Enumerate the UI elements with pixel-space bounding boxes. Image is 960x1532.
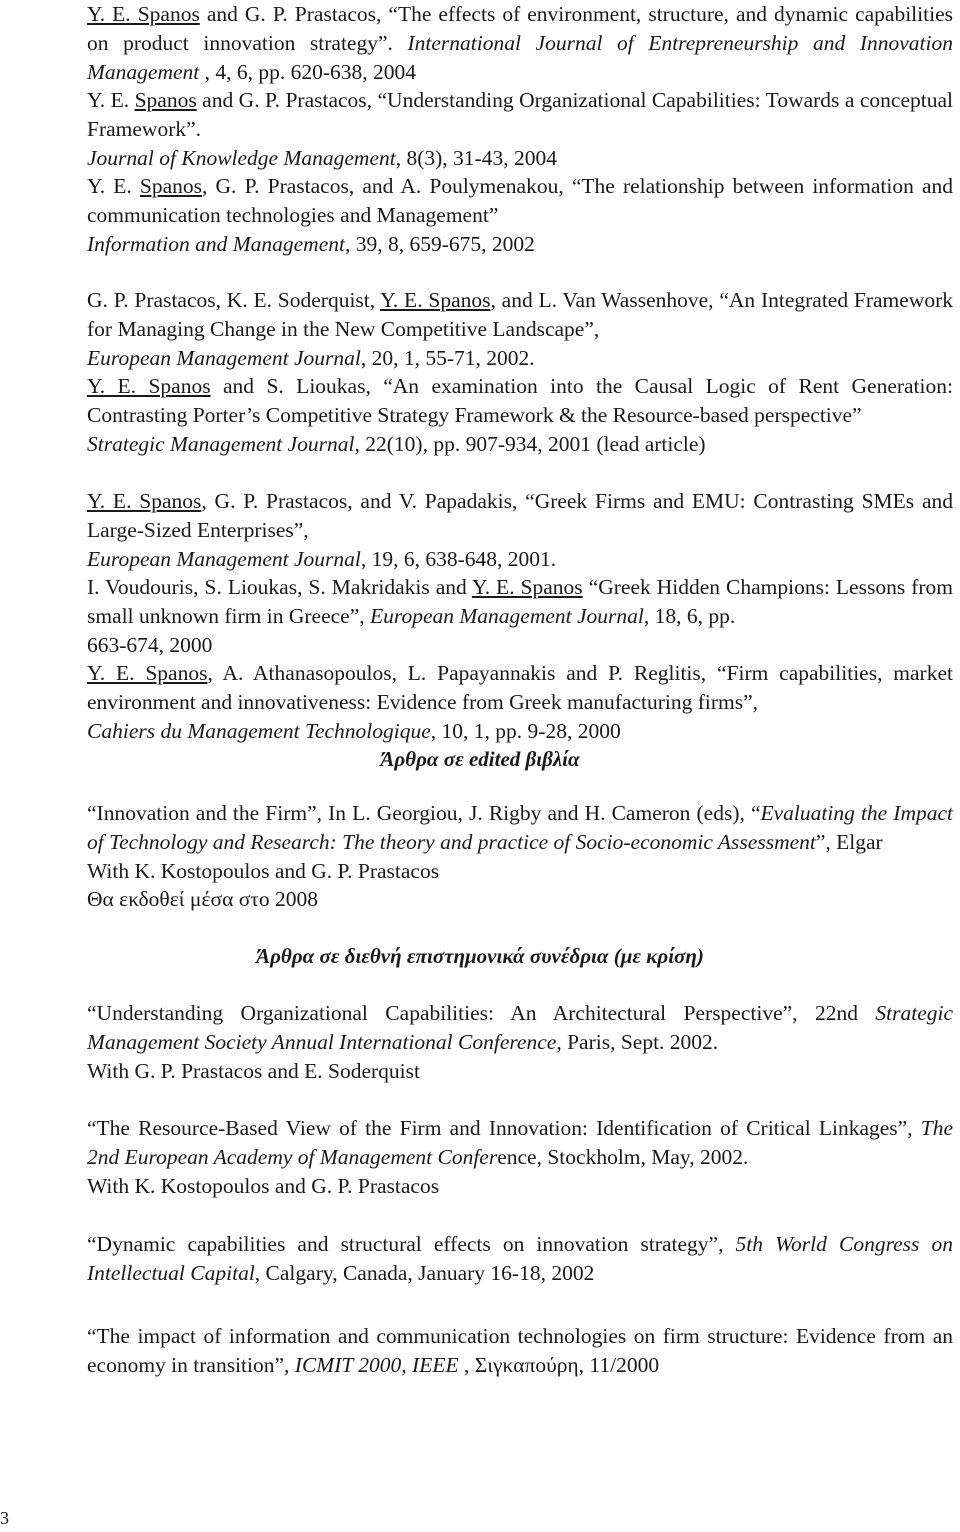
conference-entry: [87, 1230, 953, 1288]
author-underlined: Y. E. Spanos: [87, 489, 202, 513]
author-underlined: Y. E. Spanos: [380, 288, 491, 312]
entry-coauthors: With K. Kostopoulos and G. P. Prastacos: [87, 1173, 440, 1198]
entry-text: Y. E. Spanos and S. Lioukas, “An examination into the Causal Logic of Rent Generation: Contrasting Porter’s Competitive Strategy Framework & the Resource-based perspective”: [87, 374, 953, 427]
edited-book-entry: [87, 799, 953, 914]
journal-entry: [87, 372, 953, 458]
author-underlined: Y. E. Spanos: [87, 661, 208, 685]
author-underlined: Spanos: [134, 88, 197, 112]
journal-entry: [87, 0, 953, 86]
page-number: 3: [0, 1508, 9, 1528]
journal-entry: [87, 172, 953, 258]
author-underlined: Y. E. Spanos: [471, 575, 583, 599]
entry-coauthors: With G. P. Prastacos and E. Soderquist: [87, 1058, 420, 1083]
journal-entry: [87, 659, 953, 745]
author-underlined: Y. E. Spanos: [87, 374, 211, 398]
conference-entry: [87, 1114, 953, 1200]
entry-text: Y. E. Spanos and G. P. Prastacos, “Understanding Organizational Capabilities: Towards a conceptual Framework”.: [87, 88, 954, 141]
entry-text: “Innovation and the Firm”, In L. Georgiou, J. Rigby and H. Cameron (eds), “Evaluating the Impact of Technology and Research: The theory and practice of Socio-economic Assessment”, Elgar: [87, 801, 953, 854]
entry-source: European Management Journal, 19, 6, 638-648, 2001.: [87, 546, 557, 571]
journal-entry: [87, 487, 953, 573]
entry-note: Θα εκδοθεί μέσα στο 2008: [87, 887, 319, 912]
entry-coauthors: With K. Kostopoulos and G. P. Prastacos: [87, 858, 440, 883]
entry-source: Cahiers du Management Technologique, 10, 1, pp. 9-28, 2000: [87, 718, 621, 743]
entry-text: “The impact of information and communication technologies on firm structure: Evidence from an economy in transition”, ICMIT 2000, IEEE , Σιγκαπούρη, 11/2000: [87, 1324, 953, 1377]
author-underlined: Y. E. Spanos: [87, 2, 200, 26]
entry-text: Y. E. Spanos, G. P. Prastacos, and V. Papadakis, “Greek Firms and EMU: Contrasting SMEs and Large-Sized Enterprises”,: [87, 489, 953, 542]
section-heading-conferences: Άρθρα σε διεθνή επιστημονικά συνέδρια (με κρίση): [256, 944, 704, 968]
entry-source: European Management Journal, 20, 1, 55-71, 2002.: [87, 345, 535, 370]
entry-text: Y. E. Spanos and G. P. Prastacos, “The effects of environment, structure, and dynamic capabilities on product innovation strategy”. International Journal of Entrepreneurship and Innovation Management , 4, 6, pp. 620-638, 2004: [87, 2, 953, 84]
entry-text: “The Resource-Based View of the Firm and Innovation: Identification of Critical Linkages”, The 2nd European Academy of Management Conference, Stockholm, May, 2002.: [87, 1116, 953, 1169]
journal-entry: [87, 86, 953, 172]
conference-entry: [87, 999, 953, 1085]
entry-text: Y. E. Spanos, A. Athanasopoulos, L. Papayannakis and P. Reglitis, “Firm capabilities, market environment and innovativeness: Evidence from Greek manufacturing firms”,: [87, 661, 953, 714]
entry-source: Strategic Management Journal, 22(10), pp. 907-934, 2001 (lead article): [87, 431, 706, 456]
entry-source: 663-674, 2000: [87, 632, 213, 657]
section-heading-edited-books: Άρθρα σε edited βιβλία: [380, 747, 580, 771]
entry-source: Information and Management, 39, 8, 659-675, 2002: [87, 231, 535, 256]
entry-text: G. P. Prastacos, K. E. Soderquist, Y. E. Spanos, and L. Van Wassenhove, “An Integrated Framework for Managing Change in the New Competitive Landscape”,: [87, 288, 953, 341]
conference-entry: [87, 1322, 953, 1380]
entry-text: I. Voudouris, S. Lioukas, S. Makridakis and Y. E. Spanos “Greek Hidden Champions: Lessons from small unknown firm in Greece”, European Management Journal, 18, 6, pp.: [87, 575, 953, 628]
entry-source: Journal of Knowledge Management, 8(3), 31-43, 2004: [87, 145, 557, 170]
journal-entry: [87, 573, 953, 659]
entry-text: “Understanding Organizational Capabilities: An Architectural Perspective”, 22nd Strategic Management Society Annual International Conference, Paris, Sept. 2002.: [87, 1001, 953, 1054]
entry-text: “Dynamic capabilities and structural effects on innovation strategy”, 5th World Congress on Intellectual Capital, Calgary, Canada, January 16-18, 2002: [87, 1232, 953, 1285]
entry-text: Y. E. Spanos, G. P. Prastacos, and A. Poulymenakou, “The relationship between information and communication technologies and Management”: [87, 174, 954, 227]
author-underlined: Spanos: [139, 174, 203, 198]
journal-entry: [87, 286, 953, 372]
